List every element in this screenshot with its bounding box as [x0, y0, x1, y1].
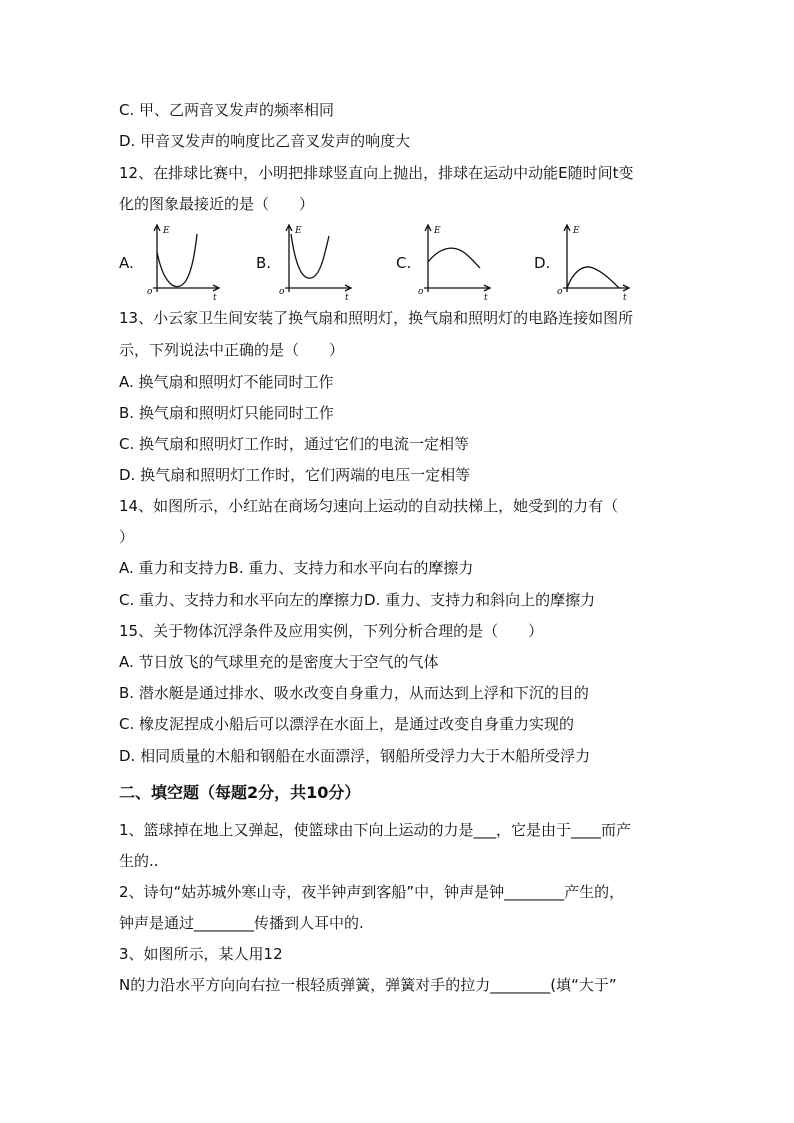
graph-c-x-label: t: [484, 293, 488, 303]
option-a-q13: A. 换气扇和照明灯不能同时工作: [119, 373, 334, 391]
fill-question-2-line2: 钟声是通过________传播到人耳中的.: [119, 914, 364, 932]
option-c-q15: C. 橡皮泥捏成小船后可以漂浮在水面上，是通过改变自身重力实现的: [119, 715, 575, 733]
option-a-q15: A. 节日放飞的气球里充的是密度大于空气的气体: [119, 653, 439, 671]
options-ab-q14: A. 重力和支持力B. 重力、支持力和水平向右的摩擦力: [119, 559, 474, 577]
question-14-line1: 14、如图所示，小红站在商场匀速向上运动的自动扶梯上，她受到的力有（: [119, 497, 619, 515]
graph-c-origin: o: [418, 287, 424, 297]
fill-question-1-line2: 生的..: [119, 852, 159, 870]
graph-option-a-label: A.: [119, 254, 134, 272]
fill-question-1-line1: 1、篮球掉在地上又弹起，使篮球由下向上运动的力是___，它是由于____而产: [119, 821, 632, 839]
question-13-line2: 示，下列说法中正确的是（ ）: [119, 341, 345, 359]
graph-option-b: [277, 222, 357, 303]
option-d-q13: D. 换气扇和照明灯工作时，它们两端的电压一定相等: [119, 466, 471, 484]
fill-question-3-line1: 3、如图所示，某人用12: [119, 945, 283, 963]
graph-option-d-label: D.: [534, 254, 551, 272]
option-d-q11: D. 甲音叉发声的响度比乙音叉发声的响度大: [119, 132, 411, 150]
graph-option-c-label: C.: [396, 254, 412, 272]
graph-option-a: [145, 222, 225, 303]
graph-option-c: [416, 222, 496, 303]
graph-b-x-label: t: [345, 293, 349, 303]
question-12-line2: 化的图象最接近的是（ ）: [119, 195, 315, 213]
option-c-q13: C. 换气扇和照明灯工作时，通过它们的电流一定相等: [119, 435, 470, 453]
fill-question-2-line1: 2、诗句“姑苏城外寒山寺，夜半钟声到客船”中，钟声是钟________产生的，: [119, 883, 625, 901]
question-13-line1: 13、小云家卫生间安装了换气扇和照明灯，换气扇和照明灯的电路连接如图所: [119, 309, 634, 327]
graph-b-y-label: E: [295, 226, 302, 236]
graph-d-x-label: t: [623, 293, 627, 303]
graph-d-origin: o: [557, 287, 563, 297]
graph-a-x-label: t: [213, 293, 217, 303]
option-b-q15: B. 潜水艇是通过排水、吸水改变自身重力，从而达到上浮和下沉的目的: [119, 684, 589, 702]
option-d-q15: D. 相同质量的木船和钢船在水面漂浮，钢船所受浮力大于木船所受浮力: [119, 747, 591, 765]
graph-a-origin: o: [147, 287, 153, 297]
question-15-line1: 15、关于物体沉浮条件及应用实例，下列分析合理的是（ ）: [119, 622, 544, 640]
graph-a-y-label: E: [163, 226, 170, 236]
options-cd-q14: C. 重力、支持力和水平向左的摩擦力D. 重力、支持力和斜向上的摩擦力: [119, 591, 596, 609]
graph-c-y-label: E: [434, 226, 441, 236]
graph-option-b-label: B.: [256, 254, 272, 272]
option-b-q13: B. 换气扇和照明灯只能同时工作: [119, 404, 334, 422]
question-12-line1: 12、在排球比赛中，小明把排球竖直向上抛出，排球在运动中动能E随时间t变: [119, 164, 634, 182]
fill-question-3-line2: N的力沿水平方向向右拉一根轻质弹簧，弹簧对手的拉力________(填“大于”: [119, 976, 617, 994]
section-heading-fill-in: 二、填空题（每题2分，共10分）: [119, 783, 361, 802]
graph-d-y-label: E: [573, 226, 580, 236]
graph-b-origin: o: [279, 287, 285, 297]
option-c-q11: C. 甲、乙两音叉发声的频率相同: [119, 101, 335, 119]
graph-option-d: [555, 222, 635, 303]
question-14-line2: ）: [119, 528, 135, 546]
